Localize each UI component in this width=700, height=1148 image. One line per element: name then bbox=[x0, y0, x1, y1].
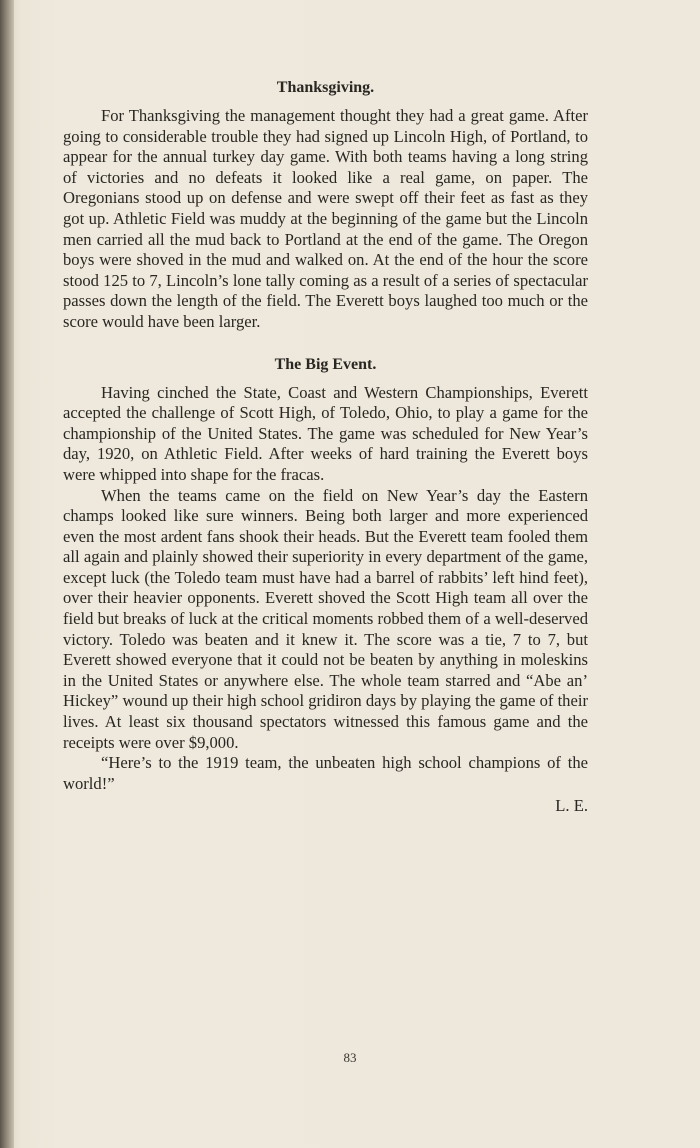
section-heading-thanksgiving: Thanksgiving. bbox=[276, 79, 375, 96]
thanksgiving-paragraph: For Thanksgiving the management thought they had a great game. After going to considerable trouble they had signed up Lincoln High, of Portland, to appear for the annual turkey day game. With both teams having a long string of victories and no defeats it looked like a real game, on paper. The Oregonians stood up on defense and were swept off their feet as fast as they got up. Athletic Field was muddy at the beginning of the game but the Lincoln men carried all the mud back to Portland at the end of the game. The Oregon boys were shoved in the mud and walked on. At the end of the hour the score stood 125 to 7, Lincoln’s lone tally coming as a result of a series of spectacular passes down the length of the field. The Everett boys laughed too much or the score would have been larger. bbox=[63, 106, 588, 331]
page-number: 83 bbox=[343, 1050, 357, 1065]
page-content bbox=[63, 78, 588, 817]
big-event-paragraph-1: Having cinched the State, Coast and Western Championships, Everett accepted the challenge of Scott High, of Toledo, Ohio, to play a game for the championship of the United States. The game was scheduled for New Year’s day, 1920, on Athletic Field. After weeks of hard training the Everett boys were whipped into shape for the fracas. bbox=[63, 382, 588, 484]
big-event-paragraph-2: When the teams came on the field on New Year’s day the Eastern champs looked like sure winners. Being both larger and more experienced even the most ardent fans shook their heads. But the Everett team fooled them all again and plainly showed their superiority in every department of the game, except luck (the Toledo team must have had a barrel of rabbits’ left hind feet), over their heavier opponents. Everett shoved the Scott High team all over the field but breaks of luck at the critical moments robbed them of a well-deserved victory. Toledo was beaten and it knew it. The score was a tie, 7 to 7, but Everett showed everyone that it could not be beaten by anything in moleskins in the United States or anywhere else. The whole team starred and “Abe an’ Hickey” wound up their high school gridiron days by playing the game of their lives. At least six thousand spectators witnessed this famous game and the receipts were over $9,000. bbox=[63, 485, 588, 752]
big-event-paragraph-3: “Here’s to the 1919 team, the unbeaten high school champions of the world!” bbox=[63, 753, 588, 793]
section-heading-big-event: The Big Event. bbox=[274, 355, 377, 373]
author-signature: L. E. bbox=[555, 796, 588, 816]
book-binding-edge bbox=[0, 0, 14, 1148]
